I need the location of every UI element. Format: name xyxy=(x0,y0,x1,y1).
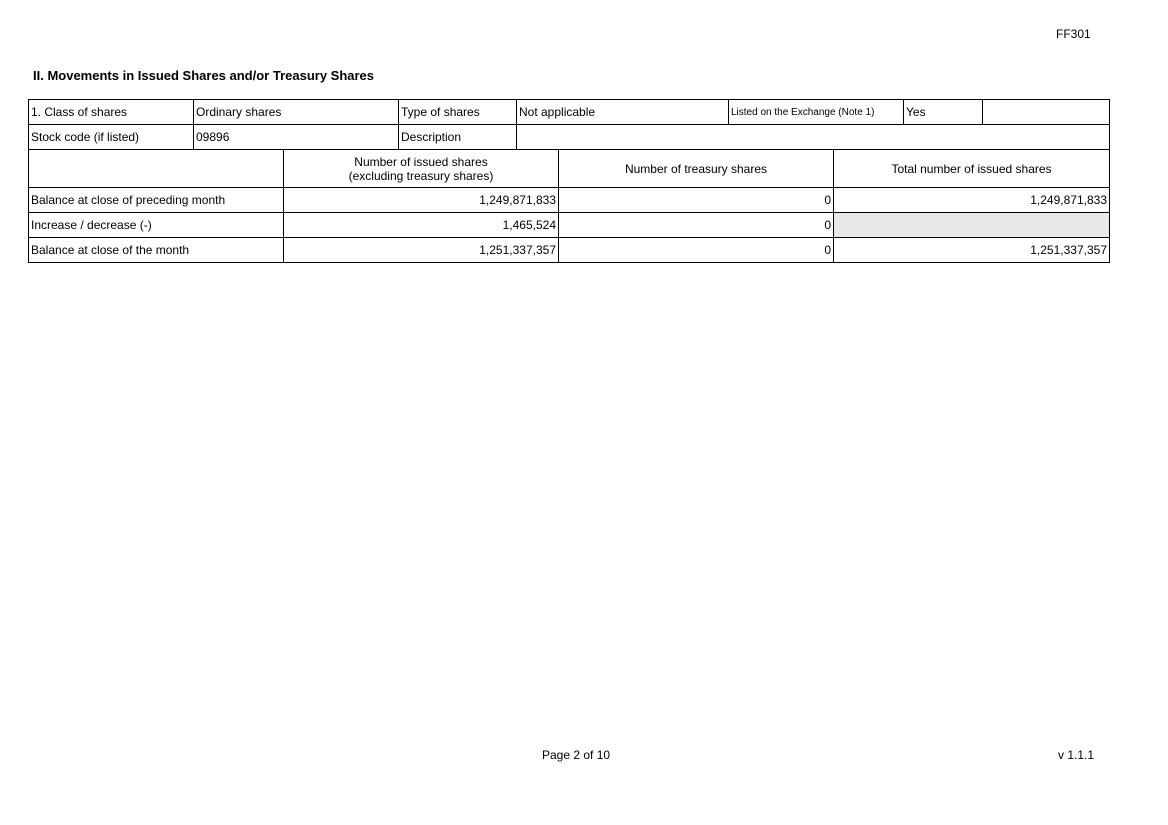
movements-header-row xyxy=(29,150,1110,188)
section-title: II. Movements in Issued Shares and/or Treasury Shares xyxy=(33,68,375,83)
movements-table xyxy=(28,149,1110,263)
class-of-shares-label: 1. Class of shares xyxy=(29,100,194,125)
row-label: Balance at close of the month xyxy=(29,238,284,263)
stock-code-label: Stock code (if listed) xyxy=(29,125,194,150)
stock-code-row xyxy=(29,125,1110,150)
total-issued-shares-header: Total number of issued shares xyxy=(834,150,1110,188)
listed-on-exchange-value: Yes xyxy=(904,100,983,125)
class-of-shares-value: Ordinary shares xyxy=(194,100,399,125)
type-of-shares-value: Not applicable xyxy=(517,100,729,125)
total-issued-shares-value xyxy=(834,213,1110,238)
description-label: Description xyxy=(399,125,517,150)
header-blank-cell xyxy=(29,150,284,188)
treasury-shares-value: 0 xyxy=(559,213,834,238)
type-of-shares-label: Type of shares xyxy=(399,100,517,125)
description-value xyxy=(517,125,1110,150)
listed-on-exchange-label: Listed on the Exchange (Note 1) xyxy=(729,100,904,125)
row-label: Balance at close of preceding month xyxy=(29,188,284,213)
issued-shares-value: 1,251,337,357 xyxy=(284,238,559,263)
issued-shares-header xyxy=(284,150,559,188)
issued-shares-value: 1,249,871,833 xyxy=(284,188,559,213)
stock-code-value: 09896 xyxy=(194,125,399,150)
table-row xyxy=(29,213,1110,238)
total-issued-shares-value: 1,249,871,833 xyxy=(834,188,1110,213)
table-row xyxy=(29,188,1110,213)
table-row xyxy=(29,238,1110,263)
issued-shares-header-line1: Number of issued shares xyxy=(354,154,488,169)
treasury-shares-header: Number of treasury shares xyxy=(559,150,834,188)
total-issued-shares-value: 1,251,337,357 xyxy=(834,238,1110,263)
row-label: Increase / decrease (-) xyxy=(29,213,284,238)
issued-shares-value: 1,465,524 xyxy=(284,213,559,238)
issued-shares-header-line2: (excluding treasury shares) xyxy=(348,168,494,183)
version-label: v 1.1.1 xyxy=(1058,748,1095,762)
share-class-row xyxy=(29,100,1110,125)
treasury-shares-value: 0 xyxy=(559,238,834,263)
page-number: Page 2 of 10 xyxy=(542,748,611,762)
empty-cell xyxy=(983,100,1110,125)
share-class-table xyxy=(28,99,1110,150)
treasury-shares-value: 0 xyxy=(559,188,834,213)
form-code: FF301 xyxy=(1056,27,1091,41)
